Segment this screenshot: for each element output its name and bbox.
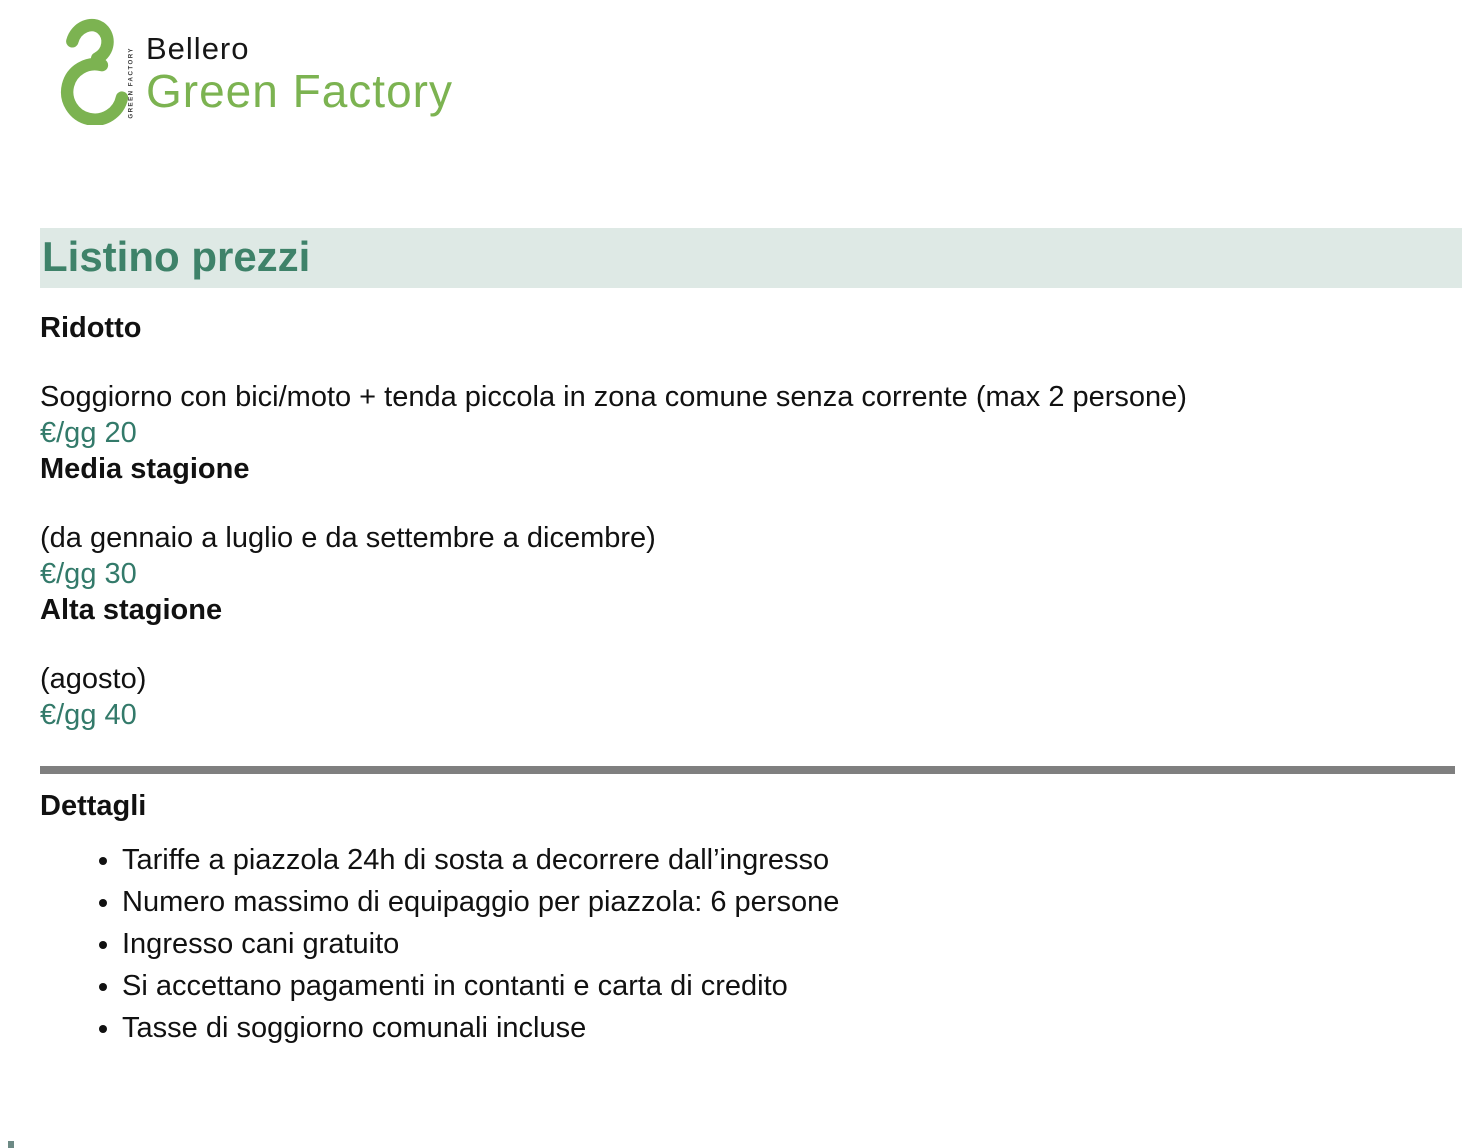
list-item: • Tariffe a piazzola 24h di sosta a decorrere dall’ingresso xyxy=(122,839,1470,881)
list-item: • Ingresso cani gratuito xyxy=(122,923,1470,965)
logo-vertical-text: GREEN FACTORY xyxy=(127,47,135,119)
list-item: • Numero massimo di equipaggio per piazzola: 6 persone xyxy=(122,881,1470,923)
price-value: €/gg 40 xyxy=(40,699,137,731)
season-label: Ridotto xyxy=(40,312,142,344)
list-item: • Tasse di soggiorno comunali incluse xyxy=(122,1007,1470,1049)
price-description: (da gennaio a luglio e da settembre a dicembre) xyxy=(40,522,656,554)
price-description: (agosto) xyxy=(40,663,147,695)
price-block-alta-stagione xyxy=(40,661,1470,733)
page-title: Listino prezzi xyxy=(40,228,1462,288)
details-heading: Dettagli xyxy=(40,790,147,822)
logo-brand-name: Bellero xyxy=(146,31,250,66)
logo-three-top-curl xyxy=(72,25,107,58)
price-value: €/gg 30 xyxy=(40,558,137,590)
price-block-ridotto xyxy=(40,379,1470,487)
season-heading-ridotto xyxy=(40,310,1470,346)
price-description: Soggiorno con bici/moto + tenda piccola in zona comune senza corrente (max 2 persone) xyxy=(40,381,1187,413)
main-content xyxy=(40,228,1470,1049)
logo-brand-subname: Green Factory xyxy=(146,65,453,117)
section-divider xyxy=(40,766,1455,774)
season-label: Alta stagione xyxy=(40,594,223,626)
site-logo[interactable] xyxy=(58,13,453,125)
details-list xyxy=(40,839,1470,1049)
clipped-element-bottom xyxy=(8,1141,14,1148)
logo-three-bottom-bowl xyxy=(67,64,122,119)
price-block-media-stagione xyxy=(40,520,1470,628)
price-value: €/gg 20 xyxy=(40,417,137,449)
logo-mark-icon xyxy=(58,13,142,125)
season-label: Media stagione xyxy=(40,453,250,485)
list-item: • Si accettano pagamenti in contanti e carta di credito xyxy=(122,965,1470,1007)
